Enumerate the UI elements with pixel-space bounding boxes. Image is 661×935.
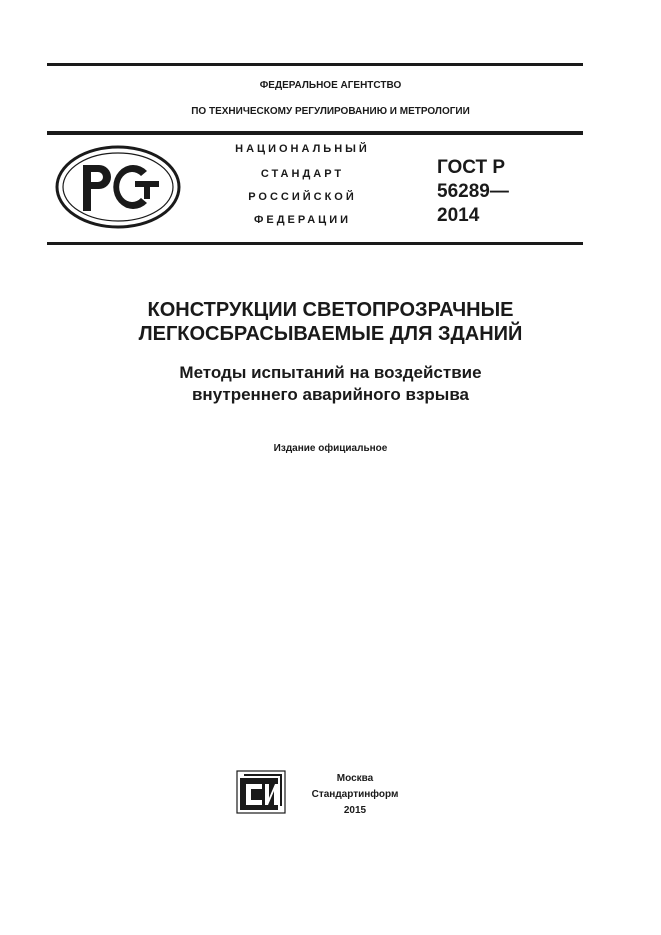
top-rule (47, 63, 583, 66)
agency-line-1: ФЕДЕРАЛЬНОЕ АГЕНТСТВО (259, 80, 402, 91)
header-rule-lower (47, 242, 583, 245)
publisher-year: 2015 (343, 805, 367, 816)
standard-code-line-1: ГОСТ Р (437, 157, 506, 178)
standard-code (437, 156, 509, 228)
document-title-line-2: ЛЕГКОСБРАСЫВАЕМЫЕ ДЛЯ ЗДАНИЙ (138, 323, 523, 345)
standard-type-line-4: ФЕДЕРАЦИИ (253, 214, 352, 226)
document-subtitle-line-2: внутреннего аварийного взрыва (191, 385, 470, 404)
publisher-logo-icon (236, 770, 286, 814)
gost-r-logo-icon (55, 145, 181, 229)
edition-label: Издание официальное (273, 443, 388, 454)
publisher-city: Москва (336, 773, 374, 784)
publisher-block (300, 771, 410, 819)
publisher-name: Стандартинформ (311, 789, 399, 800)
document-title-line-1: КОНСТРУКЦИИ СВЕТОПРОЗРАЧНЫЕ (147, 299, 514, 321)
standard-type-line-1: НАЦИОНАЛЬНЫЙ (235, 143, 370, 155)
standard-code-line-3: 2014 (437, 205, 480, 226)
document-subtitle-line-1: Методы испытаний на воздействие (179, 363, 482, 382)
header-rule-upper (47, 131, 583, 135)
standard-code-line-2: 56289— (437, 181, 509, 202)
agency-line-2: ПО ТЕХНИЧЕСКОМУ РЕГУЛИРОВАНИЮ И МЕТРОЛОГИИ (191, 106, 470, 117)
standard-type-line-2: СТАНДАРТ (260, 168, 345, 180)
standard-type-line-3: РОССИЙСКОЙ (248, 191, 357, 203)
